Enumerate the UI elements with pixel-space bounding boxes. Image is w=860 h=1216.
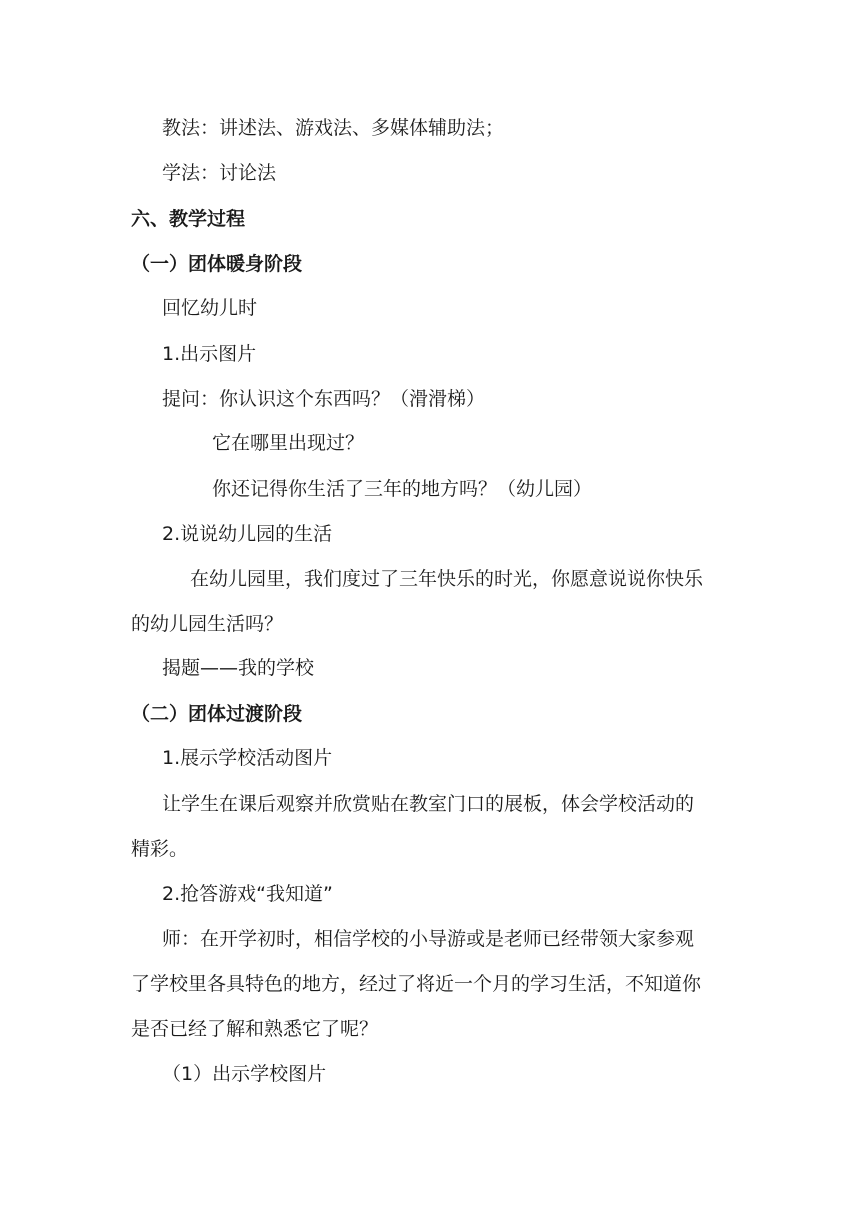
paragraph-line: 师：在开学初时，相信学校的小导游或是老师已经带领大家参观 <box>162 928 695 950</box>
paragraph-line: 是否已经了解和熟悉它了呢？ <box>131 1018 379 1040</box>
numbered-item: 1.出示图片 <box>162 343 257 365</box>
paragraph-line: 在幼儿园里，我们度过了三年快乐的时光，你愿意说说你快乐 <box>190 568 704 590</box>
section-heading-teaching-process: 六、教学过程 <box>131 208 246 230</box>
paragraph-line: 回忆幼儿时 <box>162 297 258 319</box>
numbered-item: 1.展示学校活动图片 <box>162 747 333 769</box>
numbered-item: （1）出示学校图片 <box>162 1063 327 1085</box>
paragraph-line: 揭题——我的学校 <box>162 657 315 679</box>
numbered-item: 2.抢答游戏“我知道” <box>162 883 333 905</box>
numbered-item: 2.说说幼儿园的生活 <box>162 523 333 545</box>
paragraph-line: 了学校里各具特色的地方，经过了将近一个月的学习生活，不知道你 <box>131 973 702 995</box>
subsection-heading-warmup: （一）团体暖身阶段 <box>131 253 303 275</box>
paragraph-line: 它在哪里出现过？ <box>212 432 365 454</box>
paragraph-line: 精彩。 <box>131 838 189 860</box>
subsection-heading-transition: （二）团体过渡阶段 <box>131 703 303 725</box>
paragraph-line: 提问：你认识这个东西吗？（滑滑梯） <box>162 388 486 410</box>
paragraph-line: 你还记得你生活了三年的地方吗？（幼儿园） <box>212 478 593 500</box>
learning-methods-line: 学法：讨论法 <box>162 162 277 184</box>
paragraph-line: 的幼儿园生活吗？ <box>131 613 284 635</box>
paragraph-line: 让学生在课后观察并欣赏贴在教室门口的展板，体会学校活动的 <box>162 793 695 815</box>
teaching-methods-line: 教法：讲述法、游戏法、多媒体辅助法； <box>162 117 505 139</box>
